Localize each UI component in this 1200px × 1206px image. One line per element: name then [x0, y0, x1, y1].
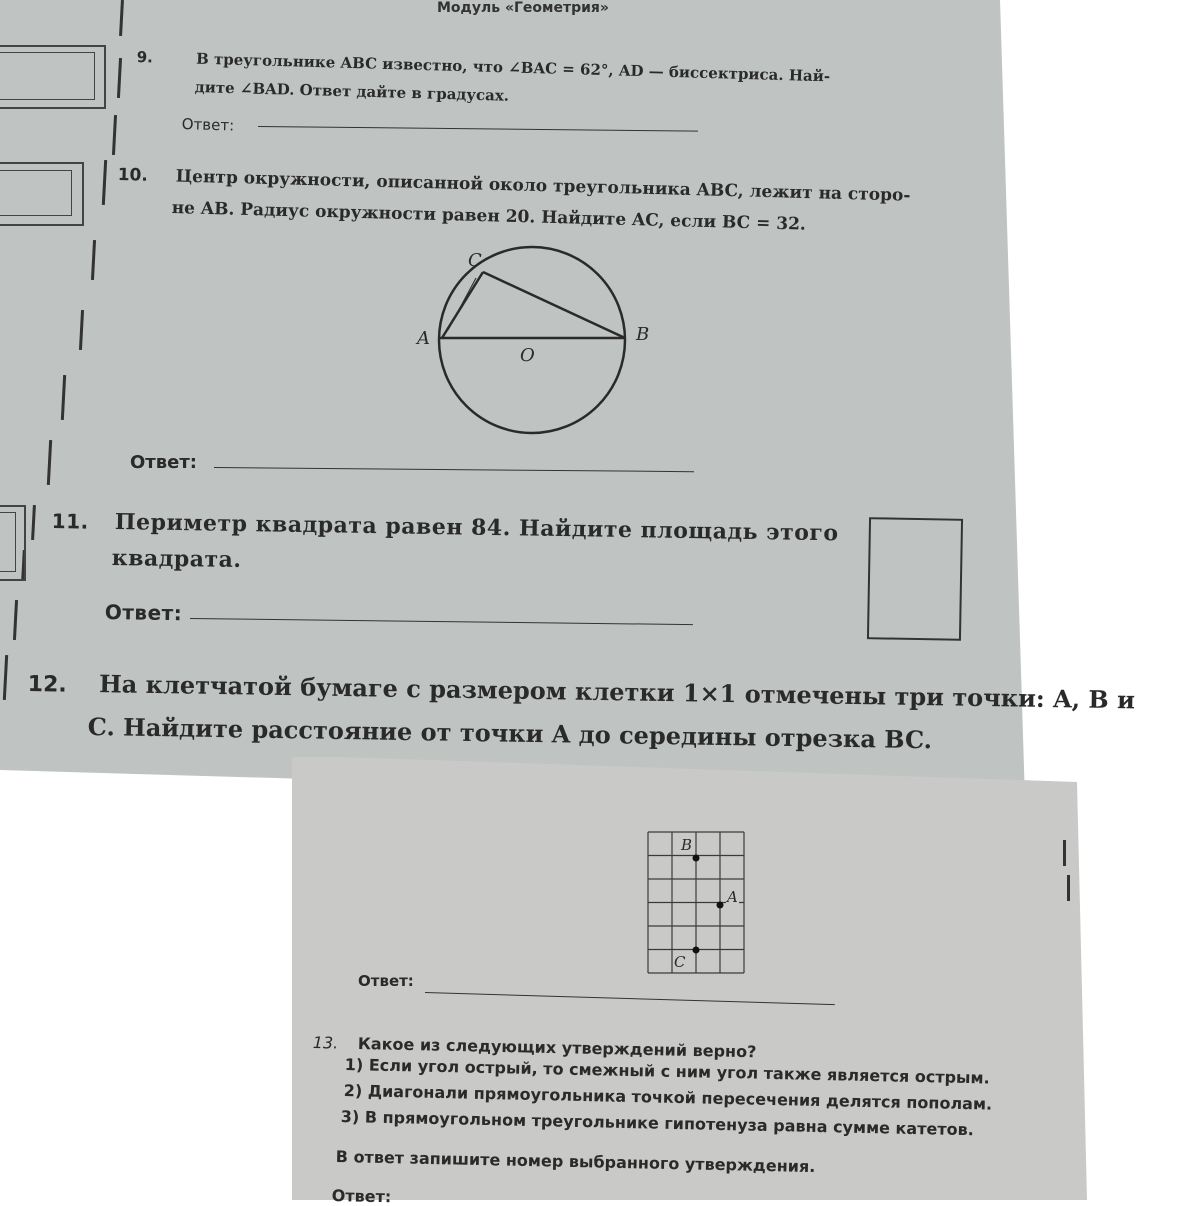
grid-label-a: A	[727, 888, 738, 906]
q13-answer-label: Ответ:	[331, 1186, 392, 1206]
point-a	[717, 902, 724, 909]
q9-text-line2: дите ∠BAD. Ответ дайте в градусах.	[194, 78, 510, 105]
q10-text-line2: не AB. Радиус окружности равен 20. Найдите AC, если BC = 32.	[171, 198, 807, 235]
q10-number: 10.	[117, 165, 149, 186]
cut-line-dash	[1063, 840, 1066, 866]
q11-text-line2: квадрата.	[111, 545, 242, 574]
cut-line-dash	[1067, 875, 1070, 901]
q11-square-figure	[867, 517, 963, 641]
circumscribed-circle	[439, 247, 625, 433]
label-o: O	[520, 345, 535, 366]
q12-number: 12.	[27, 671, 67, 698]
label-a: A	[417, 328, 430, 349]
module-header: Модуль «Геометрия»	[437, 0, 609, 16]
q11-text-line1: Периметр квадрата равен 84. Найдите площадь этого	[114, 508, 839, 547]
q9-number: 9.	[136, 48, 154, 67]
point-c	[693, 947, 700, 954]
q12-answer-label: Ответ:	[358, 972, 414, 990]
point-b	[693, 855, 700, 862]
grid-label-c: C	[674, 953, 686, 971]
q10-text-line1: Центр окружности, описанной около треугольника ABC, лежит на сторо-	[175, 166, 911, 206]
grid-label-b: B	[681, 836, 693, 854]
label-c: C	[468, 250, 482, 271]
segment-ca	[442, 272, 483, 338]
q13-option-3[interactable]: 3) В прямоугольном треугольнике гипотенуза равна сумме катетов.	[340, 1107, 974, 1140]
q11-answer-label: Ответ:	[104, 600, 183, 626]
label-b: B	[636, 324, 650, 345]
q9-text-line1: В треугольнике ABC известно, что ∠BAC = 62°, AD — биссектриса. Най-	[195, 49, 831, 86]
q10-answer-label: Ответ:	[130, 452, 197, 473]
q13-question: Какое из следующих утверждений верно?	[357, 1033, 757, 1062]
q9-answer-label: Ответ:	[181, 115, 235, 135]
q13-instruction: В ответ запишите номер выбранного утверждения.	[335, 1147, 816, 1177]
q11-number: 11.	[51, 508, 89, 534]
q12-text-line1: На клетчатой бумаге с размером клетки 1×1 отмечены три точки: A, B и	[98, 669, 1136, 715]
chord-hatch	[448, 278, 476, 330]
q13-option-2[interactable]: 2) Диагонали прямоугольника точкой пересечения делятся пополам.	[343, 1081, 993, 1114]
q12-text-line2: C. Найдите расстояние от точки A до середины отрезка BC.	[87, 712, 933, 755]
q13-option-1[interactable]: 1) Если угол острый, то смежный с ним угол также является острым.	[344, 1055, 990, 1088]
q13-number: 13.	[312, 1033, 339, 1053]
